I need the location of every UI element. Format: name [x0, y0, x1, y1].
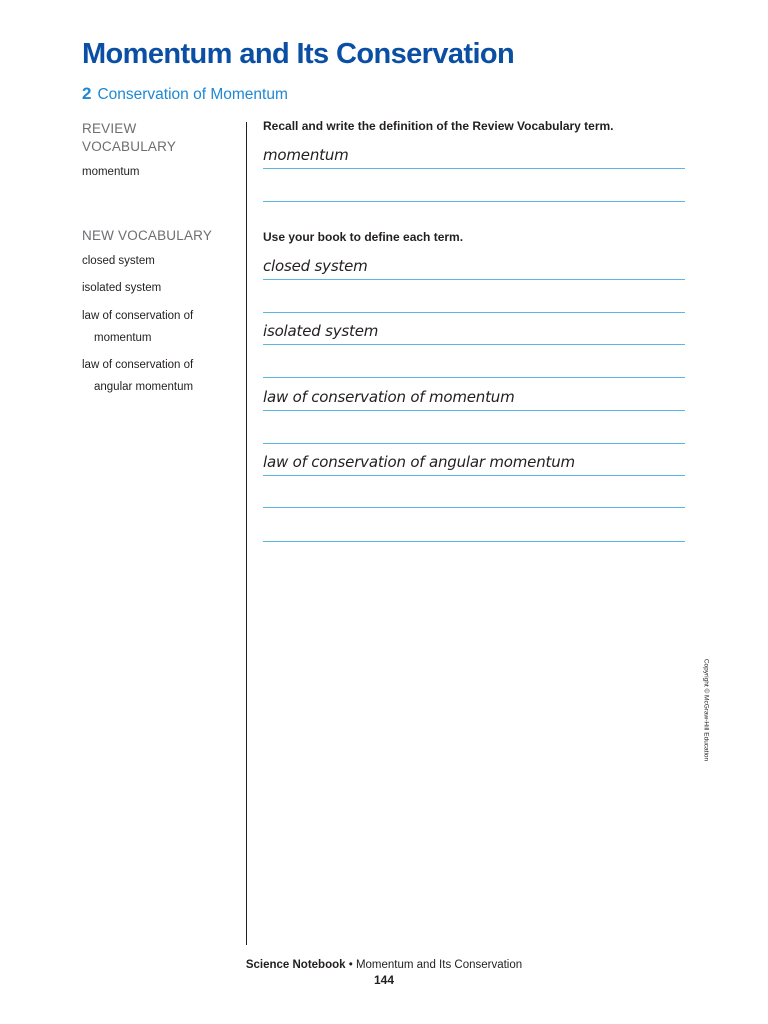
law-momentum-line1: law of conservation of: [82, 310, 194, 322]
law-momentum-line2: momentum: [94, 332, 152, 344]
answer-term-momentum: momentum: [263, 146, 349, 164]
writing-line[interactable]: [263, 507, 685, 508]
writing-line[interactable]: [263, 541, 685, 542]
review-heading-line2: VOCABULARY: [82, 139, 177, 154]
review-vocabulary-heading: [82, 120, 232, 156]
section-number: 2: [82, 84, 92, 103]
writing-line[interactable]: [263, 279, 685, 280]
writing-line[interactable]: [263, 475, 685, 476]
page-number: 144: [373, 973, 395, 987]
new-prompt: Use your book to define each term.: [263, 230, 464, 244]
answer-term-closed-system: closed system: [263, 257, 368, 275]
page-title: Momentum and Its Conservation: [82, 38, 515, 70]
new-vocabulary-heading: NEW VOCABULARY: [82, 228, 213, 243]
new-term-closed-system: closed system: [82, 255, 155, 267]
new-term-law-conservation-angular-momentum: [82, 354, 232, 398]
writing-line[interactable]: [263, 377, 685, 378]
writing-line[interactable]: [263, 312, 685, 313]
review-prompt: Recall and write the definition of the Review Vocabulary term.: [263, 119, 614, 133]
writing-line[interactable]: [263, 201, 685, 202]
copyright-notice: Copyright © McGraw-Hill Education: [702, 658, 710, 762]
law-angular-line1: law of conservation of: [82, 359, 194, 371]
answer-term-isolated-system: isolated system: [263, 322, 379, 340]
review-heading-line1: REVIEW: [82, 121, 137, 136]
law-angular-line2: angular momentum: [94, 381, 194, 393]
new-term-isolated-system: isolated system: [82, 282, 162, 294]
writing-line[interactable]: [263, 410, 685, 411]
answer-term-law-conservation-angular-momentum: law of conservation of angular momentum: [263, 453, 575, 471]
footer-separator: •: [345, 959, 356, 971]
review-term-momentum: momentum: [82, 166, 140, 178]
section-title: Conservation of Momentum: [97, 86, 288, 103]
column-divider: [246, 122, 247, 945]
writing-line[interactable]: [263, 168, 685, 169]
new-term-law-conservation-momentum: [82, 305, 232, 349]
footer-chapter: Momentum and Its Conservation: [355, 959, 523, 971]
footer-book: Science Notebook: [245, 959, 346, 971]
page-footer: [0, 958, 768, 988]
writing-line[interactable]: [263, 344, 685, 345]
writing-line[interactable]: [263, 443, 685, 444]
answer-term-law-conservation-momentum: law of conservation of momentum: [263, 388, 515, 406]
section-heading: [82, 84, 288, 104]
